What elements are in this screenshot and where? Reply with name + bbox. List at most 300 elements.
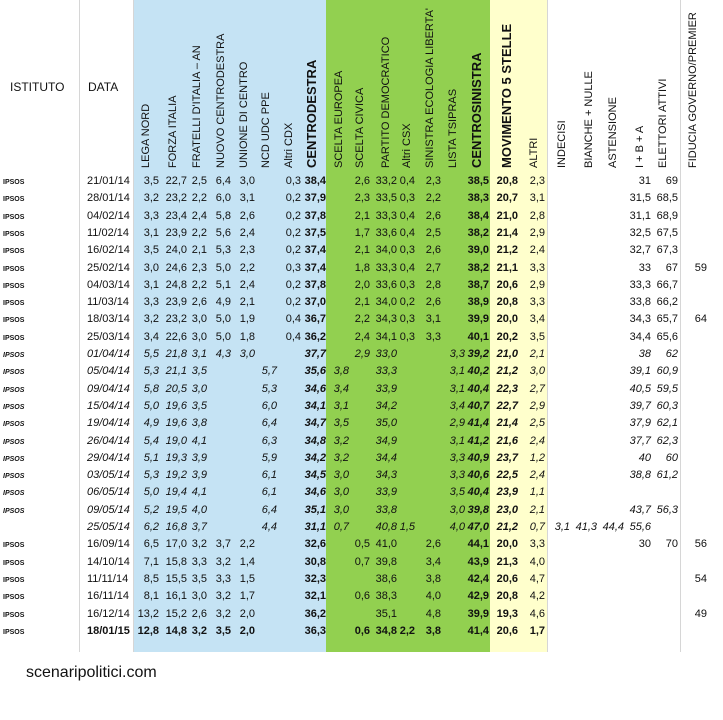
cell-value: 23,9	[496, 486, 518, 499]
cell-date: 25/03/14	[87, 330, 130, 343]
cell-value: 33,3	[375, 261, 397, 274]
cell-value: 5,0	[215, 261, 231, 274]
cell-value: 0,2	[285, 192, 301, 205]
cell-value: 2,3	[425, 175, 441, 187]
cell-value: 2,1	[529, 503, 545, 516]
cell-value: 33,3	[629, 278, 651, 291]
cell-value: 41,0	[375, 538, 397, 551]
cell-value: 39,8	[467, 503, 489, 516]
table-row	[0, 536, 723, 551]
cell-value: 2,2	[239, 261, 255, 274]
cell-value: 24,8	[165, 278, 187, 291]
cell-date: 16/02/14	[87, 244, 130, 257]
cell-value: 2,3	[354, 192, 370, 205]
cell-value: 34,0	[375, 244, 397, 257]
cell-value: 6,0	[261, 399, 277, 412]
cell-value: 3,1	[449, 365, 465, 378]
cell-value: 30	[638, 538, 651, 551]
cell-istituto: IPSOS	[3, 386, 25, 394]
cell-value: 20,8	[496, 590, 518, 603]
cell-value: 3,5	[333, 417, 349, 430]
cell-value: 2,9	[529, 399, 545, 412]
cell-istituto: IPSOS	[3, 265, 25, 273]
cell-value: 32,6	[304, 538, 326, 551]
cell-value: 3,4	[143, 330, 159, 343]
cell-value: 5,6	[215, 226, 231, 239]
cell-value: 35,1	[304, 503, 326, 516]
cell-value: 0,6	[354, 590, 370, 603]
cell-value: 36,7	[304, 313, 326, 326]
cell-value: 4,3	[215, 348, 231, 360]
cell-date: 25/02/14	[87, 261, 130, 274]
cell-value: 31	[638, 175, 651, 187]
column-header-label: PARTITO DEMOCRATICO	[380, 36, 392, 168]
cell-value: 3,2	[215, 607, 231, 620]
cell-value: 0,2	[285, 226, 301, 239]
cell-value: 47,0	[467, 521, 489, 533]
cell-value: 4,9	[215, 296, 231, 309]
cell-value: 3,3	[449, 451, 465, 464]
cell-value: 19,0	[165, 434, 187, 447]
column-header	[556, 0, 568, 168]
cell-value: 37,7	[304, 348, 326, 360]
cell-value: 2,1	[191, 244, 207, 257]
cell-value: 2,2	[399, 624, 415, 637]
cell-value: 21,4	[496, 226, 518, 239]
table-row	[0, 484, 723, 499]
table-row	[0, 381, 723, 396]
cell-value: 34,8	[375, 624, 397, 637]
cell-value: 38,7	[467, 278, 489, 291]
column-header	[607, 0, 619, 168]
table-row	[0, 433, 723, 448]
column-header	[657, 0, 669, 168]
cell-value: 62,1	[656, 417, 678, 430]
cell-value: 0,7	[333, 521, 349, 533]
cell-value: 40,7	[467, 399, 489, 412]
cell-value: 32,5	[629, 226, 651, 239]
cell-value: 21,8	[165, 348, 187, 360]
cell-value: 6,4	[261, 503, 277, 516]
cell-value: 33,9	[375, 382, 397, 395]
cell-value: 3,0	[333, 469, 349, 482]
cell-value: 33,6	[375, 278, 397, 291]
cell-value: 2,4	[529, 244, 545, 257]
column-header	[238, 0, 250, 168]
cell-value: 20,5	[165, 382, 187, 395]
cell-value: 40,6	[467, 469, 489, 482]
cell-value: 2,2	[191, 192, 207, 205]
cell-value: 2,1	[354, 209, 370, 222]
cell-value: 2,9	[529, 278, 545, 291]
cell-istituto: IPSOS	[3, 282, 25, 290]
cell-value: 37,0	[304, 296, 326, 309]
cell-value: 44,1	[467, 538, 489, 551]
cell-value: 3,7	[215, 538, 231, 551]
cell-value: 6,4	[261, 417, 277, 430]
cell-value: 15,2	[165, 607, 187, 620]
cell-value: 5,3	[143, 469, 159, 482]
cell-value: 23,7	[496, 451, 518, 464]
cell-value: 3,5	[143, 175, 159, 187]
cell-value: 34,0	[375, 296, 397, 309]
cell-value: 21,0	[496, 348, 518, 360]
cell-value: 66,7	[656, 278, 678, 291]
cell-value: 6,1	[261, 486, 277, 499]
cell-value: 3,1	[449, 382, 465, 395]
cell-value: 2,3	[529, 175, 545, 187]
cell-value: 2,7	[425, 261, 441, 274]
cell-value: 33,8	[375, 503, 397, 516]
cell-value: 5,0	[143, 399, 159, 412]
column-header-label: LISTA TSIPRAS	[447, 88, 459, 168]
column-header-label: BIANCHE + NULLE	[583, 71, 595, 168]
cell-value: 0,3	[399, 244, 415, 257]
cell-istituto: IPSOS	[3, 334, 25, 342]
column-header-label: ASTENSIONE	[607, 97, 619, 168]
cell-value: 5,8	[143, 382, 159, 395]
cell-value: 0,2	[285, 296, 301, 309]
cell-value: 1,4	[239, 555, 255, 568]
cell-value: 5,1	[215, 278, 231, 291]
cell-value: 2,9	[354, 348, 370, 360]
cell-value: 21,0	[496, 209, 518, 222]
cell-value: 3,3	[143, 209, 159, 222]
cell-value: 67,3	[656, 244, 678, 257]
cell-value: 3,1	[143, 278, 159, 291]
column-header-label: ALTRI	[528, 137, 540, 168]
cell-value: 23,2	[165, 313, 187, 326]
cell-date: 28/01/14	[87, 192, 130, 205]
cell-value: 3,3	[191, 555, 207, 568]
table-row	[0, 346, 723, 361]
cell-value: 1,9	[239, 313, 255, 326]
cell-value: 0,2	[285, 244, 301, 257]
table-row	[0, 467, 723, 482]
cell-value: 3,8	[333, 365, 349, 378]
cell-value: 34,7	[304, 417, 326, 430]
cell-value: 37,7	[629, 434, 651, 447]
cell-value: 4,1	[191, 486, 207, 499]
cell-value: 3,4	[333, 382, 349, 395]
cell-value: 23,9	[165, 296, 187, 309]
cell-value: 38,4	[467, 209, 489, 222]
cell-value: 0,3	[399, 330, 415, 343]
cell-value: 2,1	[354, 244, 370, 257]
cell-value: 4,1	[191, 434, 207, 447]
cell-value: 20,2	[496, 330, 518, 343]
cell-value: 65,6	[656, 330, 678, 343]
table-row	[0, 606, 723, 621]
cell-value: 39,9	[467, 607, 489, 620]
cell-value: 33,2	[375, 175, 397, 187]
cell-value: 6,0	[215, 192, 231, 205]
cell-value: 19,5	[165, 503, 187, 516]
cell-value: 19,6	[165, 399, 187, 412]
cell-value: 2,4	[191, 209, 207, 222]
cell-value: 4,8	[425, 607, 441, 620]
cell-istituto: IPSOS	[3, 438, 25, 446]
table-row	[0, 398, 723, 413]
column-header	[401, 0, 413, 168]
cell-value: 2,6	[425, 244, 441, 257]
cell-value: 19,4	[165, 486, 187, 499]
table-row	[0, 623, 723, 638]
cell-value: 2,4	[239, 226, 255, 239]
cell-value: 21,6	[496, 434, 518, 447]
cell-value: 3,8	[191, 417, 207, 430]
cell-value: 1,8	[239, 330, 255, 343]
cell-value: 0,4	[399, 226, 415, 239]
cell-value: 8,5	[143, 572, 159, 585]
cell-istituto: IPSOS	[3, 507, 25, 515]
column-header	[634, 0, 646, 168]
cell-value: 3,0	[333, 486, 349, 499]
cell-value: 5,1	[143, 451, 159, 464]
cell-value: 43,9	[467, 555, 489, 568]
cell-value: 3,1	[529, 192, 545, 205]
cell-value: 34,1	[304, 399, 326, 412]
cell-value: 0,7	[354, 555, 370, 568]
cell-value: 39,8	[375, 555, 397, 568]
cell-value: 34,5	[304, 469, 326, 482]
cell-value: 37,8	[304, 278, 326, 291]
cell-value: 19,6	[165, 417, 187, 430]
cell-value: 16,1	[165, 590, 187, 603]
cell-value: 62,3	[656, 434, 678, 447]
cell-value: 38,4	[304, 175, 326, 187]
cell-value: 0,4	[399, 175, 415, 187]
cell-date: 05/04/14	[87, 365, 130, 378]
cell-value: 3,0	[449, 503, 465, 516]
table-row	[0, 294, 723, 309]
cell-value: 4,0	[191, 503, 207, 516]
cell-value: 34,2	[304, 451, 326, 464]
cell-value: 38,6	[375, 572, 397, 585]
column-header-label: SCELTA CIVICA	[354, 87, 366, 168]
cell-value: 16,8	[165, 521, 187, 533]
cell-istituto: IPSOS	[3, 594, 25, 602]
cell-value: 33,6	[375, 226, 397, 239]
cell-value: 31,1	[304, 521, 326, 533]
cell-value: 3,1	[143, 226, 159, 239]
cell-value: 1,7	[529, 624, 545, 637]
cell-value: 20,6	[496, 572, 518, 585]
cell-istituto: IPSOS	[3, 352, 25, 359]
cell-value: 68,9	[656, 209, 678, 222]
cell-value: 17,0	[165, 538, 187, 551]
cell-value: 2,5	[529, 417, 545, 430]
cell-value: 1,1	[529, 486, 545, 499]
cell-value: 3,2	[333, 434, 349, 447]
cell-value: 56	[694, 538, 707, 551]
cell-value: 38,9	[467, 296, 489, 309]
cell-value: 3,1	[425, 313, 441, 326]
cell-value: 5,7	[261, 365, 277, 378]
cell-value: 3,1	[333, 399, 349, 412]
cell-value: 3,5	[191, 399, 207, 412]
cell-value: 19,3	[496, 607, 518, 620]
cell-istituto: IPSOS	[3, 248, 25, 256]
column-header-label: CENTRODESTRA	[304, 59, 319, 168]
cell-value: 1,5	[239, 572, 255, 585]
cell-value: 55,6	[629, 521, 651, 533]
column-header-label: NCD UDC PPE	[260, 92, 272, 168]
cell-value: 5,8	[215, 209, 231, 222]
cell-value: 34,6	[304, 382, 326, 395]
cell-value: 59,5	[656, 382, 678, 395]
cell-value: 3,5	[215, 624, 231, 637]
cell-date: 14/10/14	[87, 555, 130, 568]
cell-date: 16/11/14	[87, 590, 130, 603]
cell-date: 01/04/14	[87, 348, 130, 360]
cell-value: 40,9	[467, 451, 489, 464]
cell-value: 6,2	[143, 521, 159, 533]
cell-value: 5,0	[215, 330, 231, 343]
cell-value: 21,2	[496, 244, 518, 257]
cell-value: 3,2	[143, 313, 159, 326]
cell-value: 0,3	[399, 278, 415, 291]
column-header	[380, 0, 392, 168]
cell-value: 21,1	[165, 365, 187, 378]
table-row	[0, 311, 723, 326]
cell-value: 3,3	[215, 572, 231, 585]
cell-value: 2,2	[191, 278, 207, 291]
cell-value: 65,7	[656, 313, 678, 326]
cell-value: 4,0	[449, 521, 465, 533]
cell-istituto: IPSOS	[3, 473, 25, 481]
cell-value: 64	[694, 313, 707, 326]
cell-value: 40,1	[467, 330, 489, 343]
cell-value: 13,2	[137, 607, 159, 620]
cell-value: 34,4	[629, 330, 651, 343]
cell-istituto: IPSOS	[3, 455, 25, 463]
cell-date: 26/04/14	[87, 434, 130, 447]
cell-value: 21,2	[496, 365, 518, 378]
cell-value: 38,8	[629, 469, 651, 482]
cell-value: 60,9	[656, 365, 678, 378]
cell-value: 4,7	[529, 572, 545, 585]
cell-istituto: IPSOS	[3, 196, 25, 204]
cell-value: 2,4	[529, 469, 545, 482]
cell-value: 34,4	[375, 451, 397, 464]
cell-date: 19/04/14	[87, 417, 130, 430]
cell-value: 21,2	[496, 521, 518, 533]
cell-value: 15,8	[165, 555, 187, 568]
cell-value: 41,4	[467, 624, 489, 637]
column-header-label: SINISTRA ECOLOGIA LIBERTA'	[424, 7, 436, 168]
table-row	[0, 363, 723, 378]
cell-value: 5,3	[143, 365, 159, 378]
cell-value: 0,4	[399, 209, 415, 222]
cell-value: 2,9	[529, 226, 545, 239]
cell-value: 22,6	[165, 330, 187, 343]
cell-value: 37,4	[304, 244, 326, 257]
cell-date: 09/05/14	[87, 503, 130, 516]
cell-value: 3,8	[425, 624, 441, 637]
cell-value: 0,2	[285, 209, 301, 222]
column-header	[333, 0, 345, 168]
cell-value: 2,2	[425, 192, 441, 205]
cell-value: 33,3	[375, 365, 397, 378]
cell-value: 15,5	[165, 572, 187, 585]
cell-value: 23,2	[165, 192, 187, 205]
cell-value: 44,4	[602, 521, 624, 533]
cell-value: 40,5	[629, 382, 651, 395]
cell-value: 4,2	[529, 590, 545, 603]
table-row	[0, 260, 723, 275]
cell-value: 3,8	[425, 572, 441, 585]
cell-value: 40,8	[375, 521, 397, 533]
column-header-label: ELETTORI ATTIVI	[657, 78, 669, 168]
cell-value: 37,8	[304, 209, 326, 222]
cell-value: 3,4	[529, 313, 545, 326]
cell-date: 06/05/14	[87, 486, 130, 499]
cell-value: 33,9	[375, 486, 397, 499]
cell-value: 3,3	[425, 330, 441, 343]
cell-value: 2,6	[425, 538, 441, 551]
cell-value: 20,8	[496, 296, 518, 309]
cell-istituto: IPSOS	[3, 542, 25, 550]
cell-value: 0,3	[285, 175, 301, 187]
cell-value: 3,0	[529, 365, 545, 378]
column-header-label: LEGA NORD	[140, 103, 152, 168]
cell-value: 70	[665, 538, 678, 551]
column-header	[501, 0, 513, 168]
cell-value: 4,6	[529, 607, 545, 620]
cell-value: 33,8	[629, 296, 651, 309]
cell-value: 4,4	[261, 521, 277, 533]
cell-value: 38,2	[467, 226, 489, 239]
cell-value: 3,2	[215, 555, 231, 568]
cell-date: 09/04/14	[87, 382, 130, 395]
cell-value: 38,3	[467, 192, 489, 205]
column-header	[424, 0, 436, 168]
cell-value: 2,6	[425, 209, 441, 222]
cell-value: 43,7	[629, 503, 651, 516]
column-header	[354, 0, 366, 168]
cell-value: 2,5	[425, 226, 441, 239]
cell-value: 24,0	[165, 244, 187, 257]
cell-value: 38,2	[467, 261, 489, 274]
cell-value: 0,4	[285, 330, 301, 343]
cell-value: 24,6	[165, 261, 187, 274]
cell-value: 35,6	[304, 365, 326, 378]
cell-value: 2,0	[354, 278, 370, 291]
cell-value: 34,8	[304, 434, 326, 447]
column-header	[306, 0, 318, 168]
cell-value: 1,7	[354, 226, 370, 239]
cell-value: 41,2	[467, 434, 489, 447]
cell-value: 37,4	[304, 261, 326, 274]
cell-value: 33,3	[375, 209, 397, 222]
cell-value: 6,4	[215, 175, 231, 187]
cell-value: 40	[638, 451, 651, 464]
cell-value: 49	[694, 607, 707, 620]
cell-value: 40,2	[467, 365, 489, 378]
cell-value: 38,3	[375, 590, 397, 603]
cell-value: 23,9	[165, 226, 187, 239]
cell-value: 32,3	[304, 572, 326, 585]
cell-value: 32,7	[629, 244, 651, 257]
column-header	[191, 0, 203, 168]
cell-value: 35,0	[375, 417, 397, 430]
cell-value: 3,2	[215, 590, 231, 603]
cell-value: 3,0	[239, 175, 255, 187]
cell-value: 6,1	[261, 469, 277, 482]
column-header	[528, 0, 540, 168]
cell-value: 22,7	[165, 175, 187, 187]
